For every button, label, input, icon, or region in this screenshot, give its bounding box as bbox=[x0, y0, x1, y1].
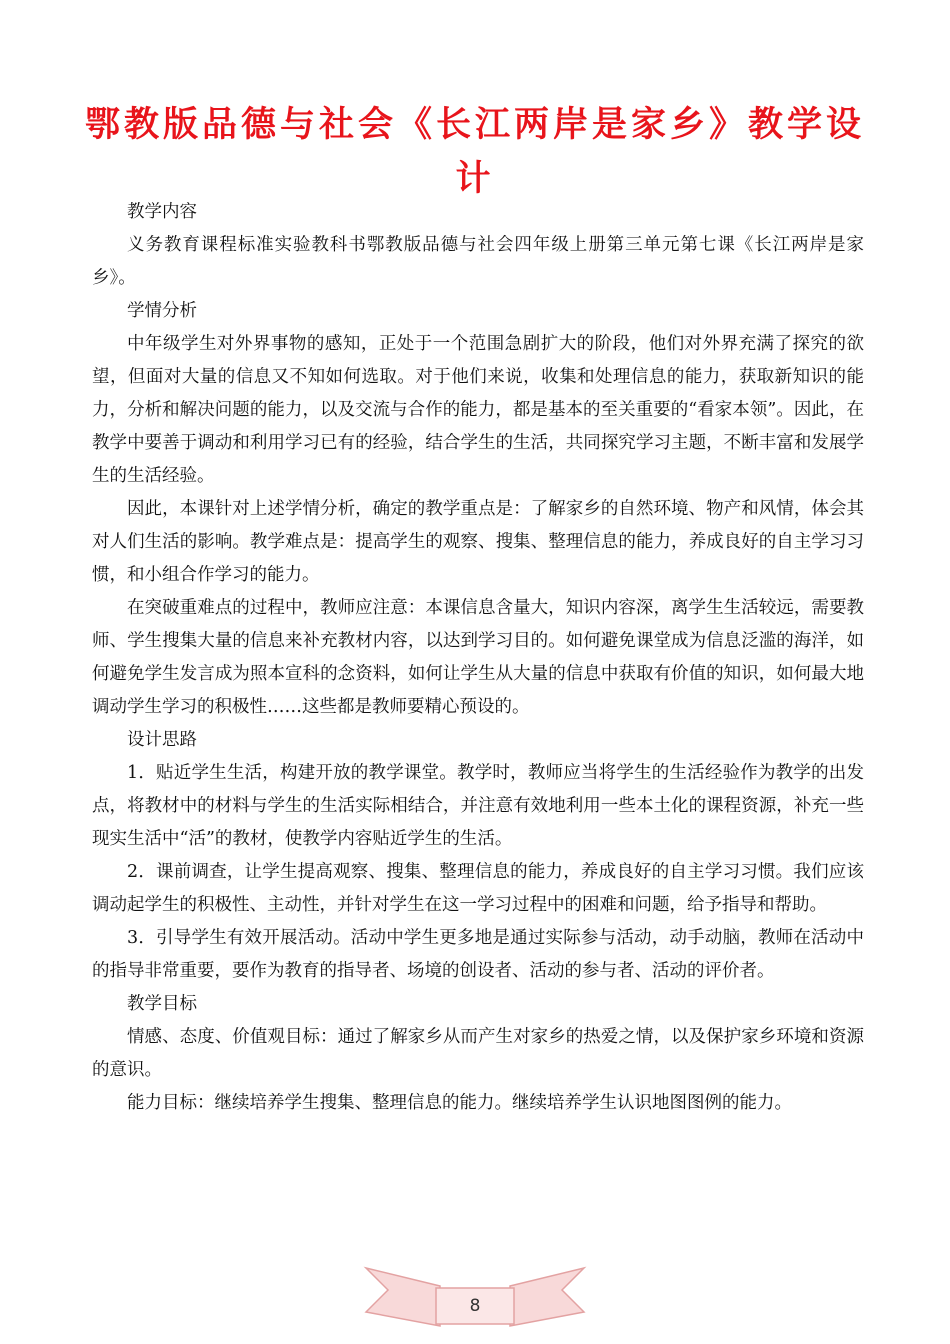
section-heading-analysis: 学情分析 bbox=[127, 301, 197, 321]
paragraph: 义务教育课程标准实验教科书鄂教版品德与社会四年级上册第三单元第七课《长江两岸是家乡》。 bbox=[92, 235, 864, 288]
list-item: 1．贴近学生生活，构建开放的教学课堂。教学时，教师应当将学生的生活经验作为教学的出发点，将教材中的材料与学生的生活实际相结合，并注意有效地利用一些本土化的课程资源，补充一些现实生活中“活”的教材，使教学内容贴近学生的生活。 bbox=[92, 763, 864, 849]
paragraph: 情感、态度、价值观目标：通过了解家乡从而产生对家乡的热爱之情，以及保护家乡环境和资源的意识。 bbox=[92, 1027, 864, 1080]
paragraph: 在突破重难点的过程中，教师应注意：本课信息含量大，知识内容深，离学生生活较远，需要教师、学生搜集大量的信息来补充教材内容，以达到学习目的。如何避免课堂成为信息泛滥的海洋，如何避免学生发言成为照本宣科的念资料，如何让学生从大量的信息中获取有价值的知识，如何最大地调动学生学习的积极性……这些都是教师要精心预设的。 bbox=[92, 598, 864, 717]
paragraph: 中年级学生对外界事物的感知，正处于一个范围急剧扩大的阶段，他们对外界充满了探究的欲望，但面对大量的信息又不知如何选取。对于他们来说，收集和处理信息的能力，获取新知识的能力，分析和解决问题的能力，以及交流与合作的能力，都是基本的至关重要的“看家本领”。因此，在教学中要善于调动和利用学习已有的经验，结合学生的生活，共同探究学习主题，不断丰富和发展学生的生活经验。 bbox=[92, 334, 864, 486]
ribbon-right-tail bbox=[510, 1268, 584, 1326]
page-number: 8 bbox=[469, 1296, 481, 1316]
paragraph: 能力目标：继续培养学生搜集、整理信息的能力。继续培养学生认识地图图例的能力。 bbox=[127, 1093, 792, 1113]
list-item: 2．课前调查，让学生提高观察、搜集、整理信息的能力，养成良好的自主学习习惯。我们应该调动起学生的积极性、主动性，并针对学生在这一学习过程中的困难和问题，给予指导和帮助。 bbox=[92, 862, 864, 915]
section-heading-goals: 教学目标 bbox=[127, 994, 197, 1014]
ribbon-left-tail bbox=[366, 1268, 440, 1326]
section-heading-design: 设计思路 bbox=[127, 730, 197, 750]
section-heading-content: 教学内容 bbox=[127, 202, 197, 222]
document-title: 鄂教版品德与社会《长江两岸是家乡》教学设计 bbox=[84, 105, 865, 199]
list-item: 3．引导学生有效开展活动。活动中学生更多地是通过实际参与活动，动手动脑，教师在活动中的指导非常重要，要作为教育的指导者、场境的创设者、活动的参与者、活动的评价者。 bbox=[92, 928, 864, 981]
document-body bbox=[92, 196, 864, 1120]
paragraph: 因此，本课针对上述学情分析，确定的教学重点是：了解家乡的自然环境、物产和风情，体会其对人们生活的影响。教学难点是：提高学生的观察、搜集、整理信息的能力，养成良好的自主学习习惯，和小组合作学习的能力。 bbox=[92, 499, 864, 585]
